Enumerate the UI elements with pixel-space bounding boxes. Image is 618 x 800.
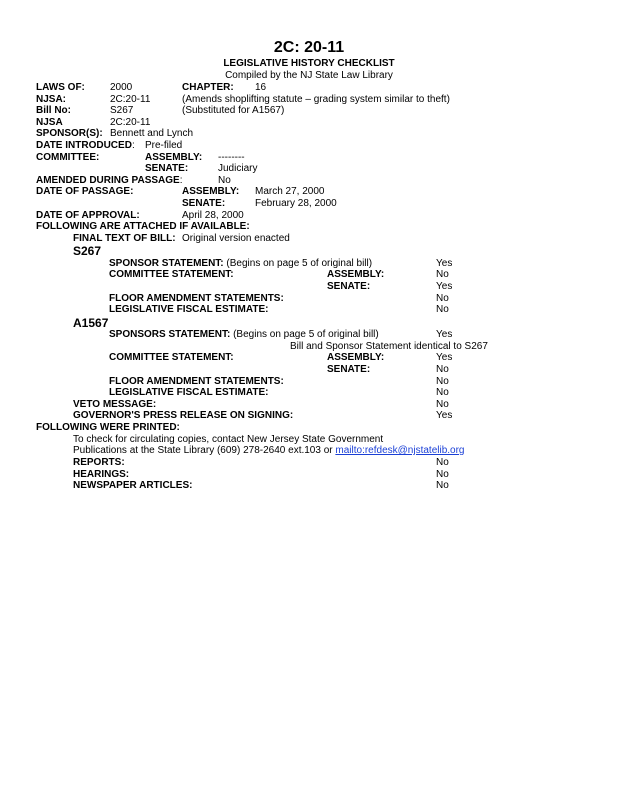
sponsors-value: Bennett and Lynch xyxy=(110,128,194,139)
printed-label: FOLLOWING WERE PRINTED: xyxy=(36,422,180,433)
chapter-label: CHAPTER: xyxy=(182,82,234,93)
a1567-floor-value: No xyxy=(436,376,449,387)
printed-line2: Publications at the State Library (609) 278-2640 ext.103 or xyxy=(73,445,336,456)
a1567-sponsor-value: Yes xyxy=(436,329,453,340)
s267-fiscal-value: No xyxy=(436,304,449,315)
committee-senate-value: Judiciary xyxy=(218,163,258,174)
njsa-note: (Amends shoplifting statute – grading system similar to theft) xyxy=(182,94,450,105)
bill-no-note: (Substituted for A1567) xyxy=(182,105,285,116)
s267-floor-label: FLOOR AMENDMENT STATEMENTS: xyxy=(109,293,284,304)
document-title: 2C: 20-11 xyxy=(273,39,345,56)
a1567-assembly-value: Yes xyxy=(436,352,453,363)
s267-committee-label: COMMITTEE STATEMENT: xyxy=(109,269,234,280)
s267-senate-value: Yes xyxy=(436,281,453,292)
a1567-floor-label: FLOOR AMENDMENT STATEMENTS: xyxy=(109,376,284,387)
passage-assembly-value: March 27, 2000 xyxy=(255,186,325,197)
s267-senate-label: SENATE: xyxy=(327,281,371,292)
final-text-value: Original version enacted xyxy=(182,233,290,244)
final-text-label: FINAL TEXT OF BILL: xyxy=(73,233,176,244)
s267-sponsor-note: (Begins on page 5 of original bill) xyxy=(226,258,373,269)
reports-value: No xyxy=(436,457,449,468)
committee-assembly-value: -------- xyxy=(218,152,245,163)
date-introduced-value: Pre-filed xyxy=(145,140,183,151)
njsa2-value: 2C:20-11 xyxy=(110,117,151,128)
s267-floor-value: No xyxy=(436,293,449,304)
laws-of-label: LAWS OF: xyxy=(36,82,85,93)
news-label: NEWSPAPER ARTICLES: xyxy=(73,480,193,491)
bill-no-value: S267 xyxy=(110,105,134,116)
press-value: Yes xyxy=(436,410,453,421)
s267-assembly-value: No xyxy=(436,269,449,280)
laws-of-value: 2000 xyxy=(110,82,133,93)
amended-colon: : xyxy=(179,175,183,186)
hearings-value: No xyxy=(436,469,449,480)
s267-heading: S267 xyxy=(73,244,102,258)
a1567-sponsor-label: SPONSORS STATEMENT: xyxy=(109,329,231,340)
bill-no-label: Bill No: xyxy=(36,105,71,116)
veto-label: VETO MESSAGE: xyxy=(73,399,157,410)
approval-label: DATE OF APPROVAL: xyxy=(36,210,140,221)
s267-sponsor-row xyxy=(109,258,372,269)
njsa2-label: NJSA xyxy=(36,117,63,128)
njsa-value: 2C:20-11 xyxy=(110,94,151,105)
date-introduced-label: DATE INTRODUCED xyxy=(36,140,132,151)
chapter-value: 16 xyxy=(255,82,267,93)
news-value: No xyxy=(436,480,449,491)
a1567-sponsor-row xyxy=(109,329,379,340)
printed-line2-row xyxy=(73,445,465,456)
committee-label: COMMITTEE: xyxy=(36,152,100,163)
email-link[interactable]: mailto:refdesk@njstatelib.org xyxy=(335,445,465,456)
document-subtitle: LEGISLATIVE HISTORY CHECKLIST xyxy=(223,58,395,69)
a1567-identical-note: Bill and Sponsor Statement identical to S267 xyxy=(290,341,488,352)
njsa-label: NJSA: xyxy=(36,94,67,105)
committee-assembly-label: ASSEMBLY: xyxy=(145,152,203,163)
compiled-by: Compiled by the NJ State Law Library xyxy=(225,70,393,81)
s267-fiscal-label: LEGISLATIVE FISCAL ESTIMATE: xyxy=(109,304,269,315)
a1567-heading: A1567 xyxy=(73,316,109,330)
s267-sponsor-label: SPONSOR STATEMENT: xyxy=(109,258,224,269)
date-introduced-row xyxy=(36,140,135,151)
amended-label: AMENDED DURING PASSAGE xyxy=(36,175,180,186)
veto-value: No xyxy=(436,399,449,410)
a1567-senate-label: SENATE: xyxy=(327,364,371,375)
sponsors-label: SPONSOR(S): xyxy=(36,128,103,139)
passage-senate-label: SENATE: xyxy=(182,198,226,209)
a1567-committee-label: COMMITTEE STATEMENT: xyxy=(109,352,234,363)
s267-assembly-label: ASSEMBLY: xyxy=(327,269,385,280)
a1567-fiscal-value: No xyxy=(436,387,449,398)
passage-assembly-label: ASSEMBLY: xyxy=(182,186,240,197)
a1567-assembly-label: ASSEMBLY: xyxy=(327,352,385,363)
attached-label: FOLLOWING ARE ATTACHED IF AVAILABLE: xyxy=(36,221,250,232)
passage-label: DATE OF PASSAGE: xyxy=(36,186,134,197)
amended-row xyxy=(36,175,183,186)
press-label: GOVERNOR'S PRESS RELEASE ON SIGNING: xyxy=(73,410,294,421)
a1567-sponsor-note: (Begins on page 5 of original bill) xyxy=(233,329,379,340)
s267-sponsor-value: Yes xyxy=(436,258,453,269)
committee-senate-label: SENATE: xyxy=(145,163,189,174)
a1567-fiscal-label: LEGISLATIVE FISCAL ESTIMATE: xyxy=(109,387,269,398)
printed-line1: To check for circulating copies, contact New Jersey State Government xyxy=(73,434,384,445)
hearings-label: HEARINGS: xyxy=(73,469,130,480)
amended-value: No xyxy=(218,175,231,186)
a1567-senate-value: No xyxy=(436,364,449,375)
date-introduced-colon: : xyxy=(131,140,135,151)
reports-label: REPORTS: xyxy=(73,457,125,468)
approval-value: April 28, 2000 xyxy=(182,210,244,221)
passage-senate-value: February 28, 2000 xyxy=(255,198,337,209)
